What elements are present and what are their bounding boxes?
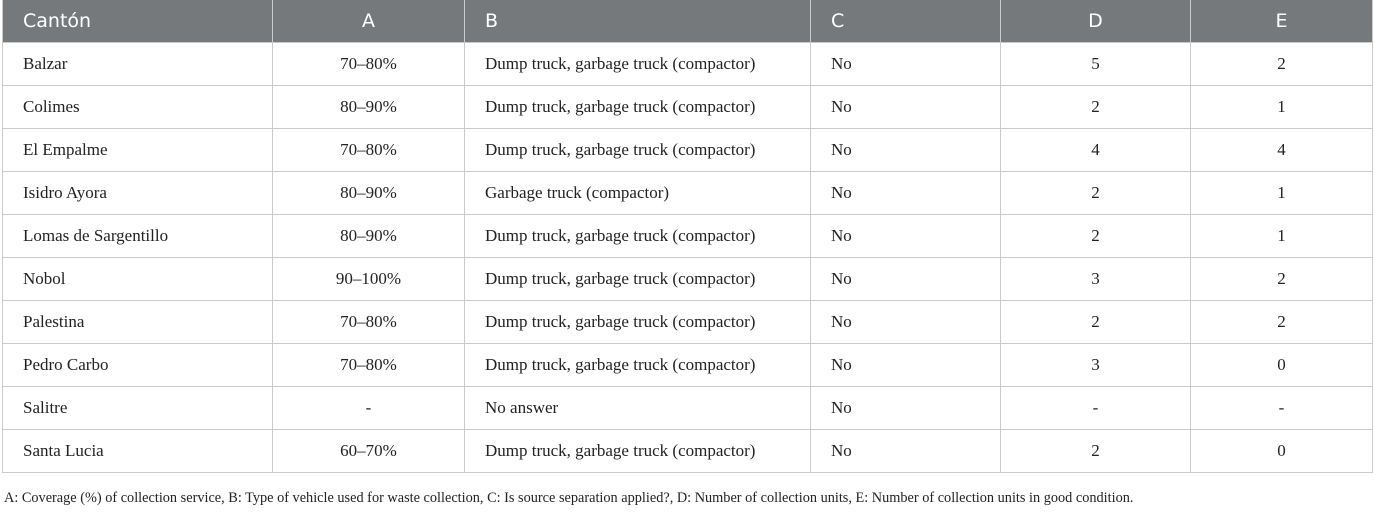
- cell-units-good-condition: 2: [1191, 43, 1373, 86]
- cell-coverage: 90–100%: [273, 258, 465, 301]
- cell-collection-units: 2: [1001, 215, 1191, 258]
- cell-source-separation: No: [811, 86, 1001, 129]
- cell-canton: Lomas de Sargentillo: [3, 215, 273, 258]
- cell-coverage: 70–80%: [273, 43, 465, 86]
- table-row: [3, 129, 1373, 172]
- cell-units-good-condition: 4: [1191, 129, 1373, 172]
- cell-coverage: -: [273, 387, 465, 430]
- cell-vehicle-type: Dump truck, garbage truck (compactor): [465, 344, 811, 387]
- cell-coverage: 70–80%: [273, 129, 465, 172]
- cell-coverage: 60–70%: [273, 430, 465, 473]
- cell-collection-units: 3: [1001, 258, 1191, 301]
- cell-units-good-condition: 1: [1191, 86, 1373, 129]
- cell-units-good-condition: 1: [1191, 215, 1373, 258]
- cell-source-separation: No: [811, 387, 1001, 430]
- cell-vehicle-type: Garbage truck (compactor): [465, 172, 811, 215]
- header-row: [3, 0, 1373, 43]
- cell-canton: El Empalme: [3, 129, 273, 172]
- table-row: [3, 301, 1373, 344]
- cell-canton: Salitre: [3, 387, 273, 430]
- cell-collection-units: 4: [1001, 129, 1191, 172]
- cell-units-good-condition: 2: [1191, 301, 1373, 344]
- cell-vehicle-type: No answer: [465, 387, 811, 430]
- cell-source-separation: No: [811, 43, 1001, 86]
- cell-units-good-condition: 1: [1191, 172, 1373, 215]
- cell-canton: Pedro Carbo: [3, 344, 273, 387]
- cell-vehicle-type: Dump truck, garbage truck (compactor): [465, 430, 811, 473]
- cell-vehicle-type: Dump truck, garbage truck (compactor): [465, 215, 811, 258]
- table-footnote: A: Coverage (%) of collection service, B: Type of vehicle used for waste collection, C: Is source separation applied?, D: Number of collection units, E: Number of collection units in good condition.: [4, 490, 1134, 506]
- cell-collection-units: -: [1001, 387, 1191, 430]
- header-a: A: [273, 0, 465, 43]
- cell-canton: Palestina: [3, 301, 273, 344]
- data-table: [2, 0, 1373, 473]
- table-row: [3, 215, 1373, 258]
- cell-coverage: 80–90%: [273, 86, 465, 129]
- cell-source-separation: No: [811, 172, 1001, 215]
- table-row: [3, 172, 1373, 215]
- cell-source-separation: No: [811, 215, 1001, 258]
- cell-vehicle-type: Dump truck, garbage truck (compactor): [465, 301, 811, 344]
- cell-collection-units: 2: [1001, 86, 1191, 129]
- cell-units-good-condition: 2: [1191, 258, 1373, 301]
- cell-vehicle-type: Dump truck, garbage truck (compactor): [465, 86, 811, 129]
- cell-collection-units: 3: [1001, 344, 1191, 387]
- cell-collection-units: 5: [1001, 43, 1191, 86]
- cell-canton: Nobol: [3, 258, 273, 301]
- cell-source-separation: No: [811, 129, 1001, 172]
- cell-source-separation: No: [811, 301, 1001, 344]
- cell-coverage: 80–90%: [273, 172, 465, 215]
- cell-vehicle-type: Dump truck, garbage truck (compactor): [465, 258, 811, 301]
- header-c: C: [811, 0, 1001, 43]
- table-row: [3, 258, 1373, 301]
- cell-source-separation: No: [811, 258, 1001, 301]
- header-canton: Cantón: [3, 0, 273, 43]
- cell-canton: Santa Lucia: [3, 430, 273, 473]
- cell-coverage: 80–90%: [273, 215, 465, 258]
- table-row: [3, 430, 1373, 473]
- cell-collection-units: 2: [1001, 301, 1191, 344]
- table-row: [3, 86, 1373, 129]
- table-row: [3, 43, 1373, 86]
- header-e: E: [1191, 0, 1373, 43]
- cell-collection-units: 2: [1001, 172, 1191, 215]
- cell-canton: Balzar: [3, 43, 273, 86]
- cell-vehicle-type: Dump truck, garbage truck (compactor): [465, 129, 811, 172]
- cell-collection-units: 2: [1001, 430, 1191, 473]
- cell-units-good-condition: -: [1191, 387, 1373, 430]
- cell-vehicle-type: Dump truck, garbage truck (compactor): [465, 43, 811, 86]
- header-d: D: [1001, 0, 1191, 43]
- cell-coverage: 70–80%: [273, 301, 465, 344]
- cell-canton: Colimes: [3, 86, 273, 129]
- table-row: [3, 344, 1373, 387]
- cell-units-good-condition: 0: [1191, 430, 1373, 473]
- cell-canton: Isidro Ayora: [3, 172, 273, 215]
- header-b: B: [465, 0, 811, 43]
- cell-source-separation: No: [811, 430, 1001, 473]
- cell-units-good-condition: 0: [1191, 344, 1373, 387]
- table-row: [3, 387, 1373, 430]
- cell-coverage: 70–80%: [273, 344, 465, 387]
- cell-source-separation: No: [811, 344, 1001, 387]
